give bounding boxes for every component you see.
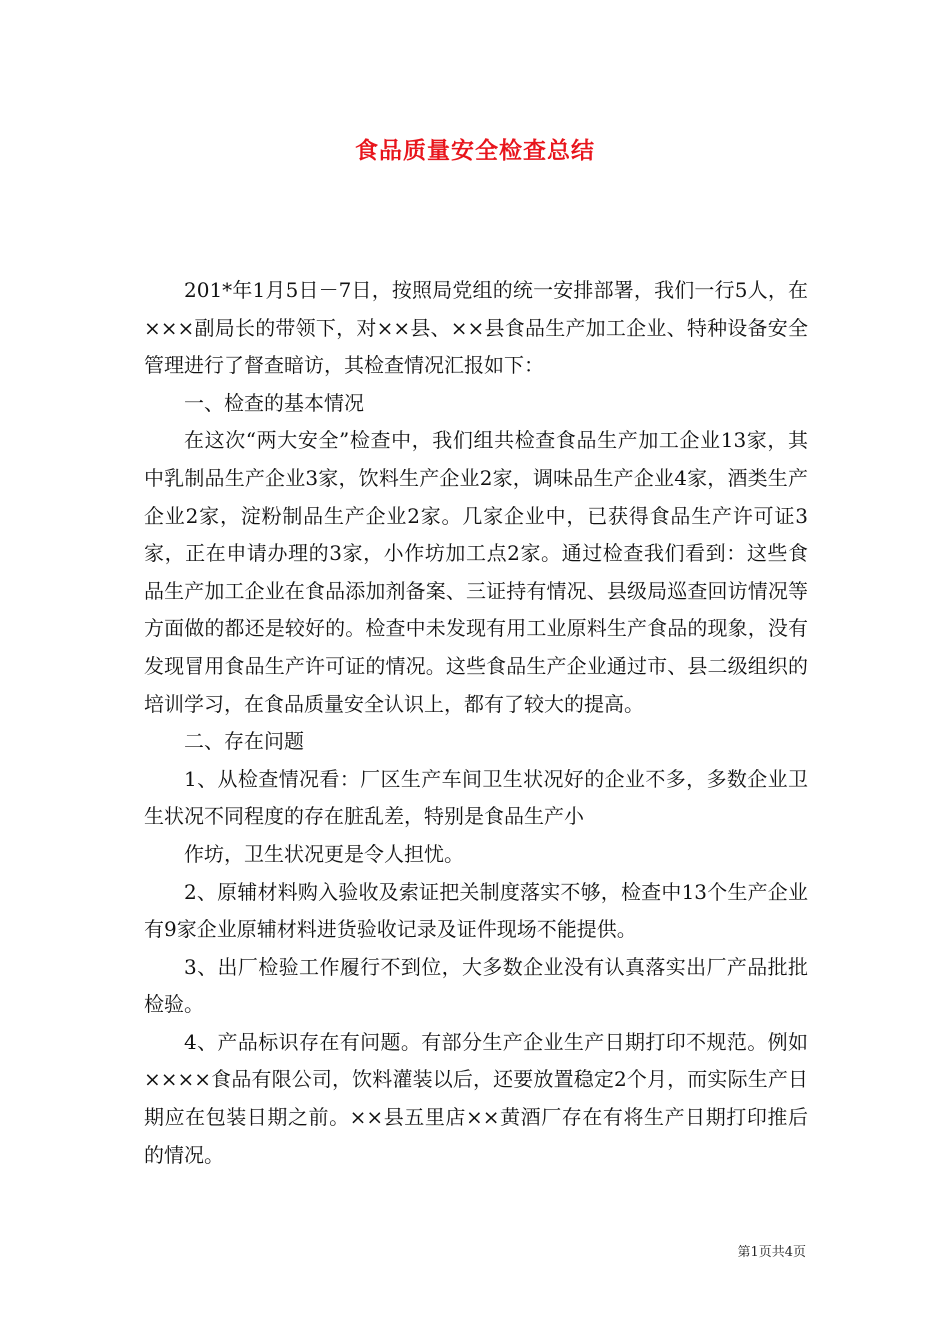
page-number-footer: 第1页共4页 bbox=[737, 1245, 806, 1260]
paragraph-problem-3: 3、出厂检验工作履行不到位，大多数企业没有认真落实出厂产品批批检验。 bbox=[144, 954, 808, 1017]
document-body bbox=[144, 272, 808, 1174]
paragraph-problem-1: 1、从检查情况看：厂区生产车间卫生状况好的企业不多，多数企业卫生状况不同程度的存在脏乱差，特别是食品生产小 bbox=[144, 766, 808, 829]
paragraph-intro: 201*年1月5日－7日，按照局党组的统一安排部署，我们一行5人，在×××副局长的带领下，对××县、××县食品生产加工企业、特种设备安全管理进行了督查暗访，其检查情况汇报如下： bbox=[144, 278, 808, 378]
section-heading-problems: 二、存在问题 bbox=[184, 729, 304, 754]
paragraph-basic-situation: 在这次“两大安全”检查中，我们组共检查食品生产加工企业13家，其中乳制品生产企业3家，饮料生产企业2家，调味品生产企业4家，酒类生产企业2家，淀粉制品生产企业2家。几家企业中，已获得食品生产许可证3家，正在申请办理的3家，小作坊加工点2家。通过检查我们看到：这些食品生产加工企业在食品添加剂备案、三证持有情况、县级局巡查回访情况等方面做的都还是较好的。检查中未发现有用工业原料生产食品的现象，没有发现冒用食品生产许可证的情况。这些食品生产企业通过市、县二级组织的培训学习，在食品质量安全认识上，都有了较大的提高。 bbox=[144, 428, 808, 716]
document-title: 食品质量安全检查总结 bbox=[355, 137, 595, 164]
paragraph-problem-2: 2、原辅材料购入验收及索证把关制度落实不够，检查中13个生产企业有9家企业原辅材料进货验收记录及证件现场不能提供。 bbox=[144, 879, 808, 942]
section-heading-basic-situation: 一、检查的基本情况 bbox=[184, 390, 364, 415]
paragraph-problem-1-continued: 作坊，卫生状况更是令人担忧。 bbox=[184, 841, 464, 866]
paragraph-problem-4: 4、产品标识存在有问题。有部分生产企业生产日期打印不规范。例如××××食品有限公司，饮料灌装以后，还要放置稳定2个月，而实际生产日期应在包装日期之前。××县五里店××黄酒厂存在有将生产日期打印推后的情况。 bbox=[144, 1029, 808, 1167]
